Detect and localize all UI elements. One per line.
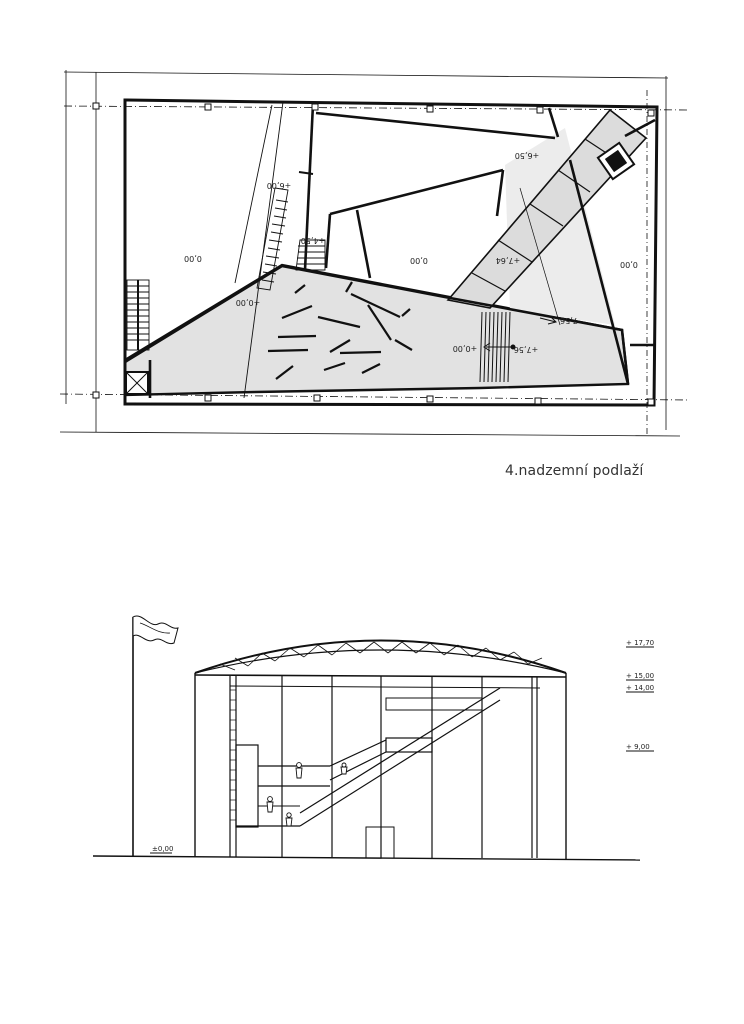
base-level-label: ±0,00 (152, 845, 174, 853)
west-ladder (230, 690, 236, 820)
room-level-east: 0,00 (620, 260, 638, 269)
spot-level-stair-top: +0,00 (235, 298, 261, 307)
spot-level-steps: +7,56 (513, 345, 539, 354)
elevation-9-00: + 9,00 (626, 743, 650, 751)
elevation-markers (150, 647, 654, 853)
roof-arch (195, 641, 566, 674)
room-level-center: 0,00 (410, 256, 428, 265)
section-columns (230, 676, 537, 858)
roof-truss (220, 642, 542, 670)
dimension-label: 7,56 (560, 316, 578, 325)
elevator-shaft-west (126, 372, 148, 394)
elevation-17-70: + 17,70 (626, 639, 655, 647)
building-section (93, 616, 654, 860)
ramp-section (300, 688, 500, 826)
floor-plan (60, 70, 690, 436)
spot-level-corridor: +6,00 (266, 181, 292, 190)
room-level-west: 0,00 (184, 254, 202, 263)
west-stair (127, 280, 149, 350)
elevation-15-00: + 15,00 (626, 672, 655, 680)
spot-level-atrium: +0,00 (452, 344, 478, 353)
human-figures (267, 763, 347, 826)
spot-level-north: +6,50 (514, 151, 540, 160)
elevation-14-00: + 14,00 (626, 684, 655, 692)
west-volume (236, 745, 258, 827)
elevation-labels (152, 639, 654, 853)
ceiling-line (230, 686, 540, 688)
spot-level-stair-mid: +4,50 (300, 236, 326, 245)
entrance-door (366, 827, 394, 858)
floor-caption: 4.nadzemní podlaží (505, 463, 644, 479)
spot-level-ramp: +7,64 (495, 256, 521, 265)
